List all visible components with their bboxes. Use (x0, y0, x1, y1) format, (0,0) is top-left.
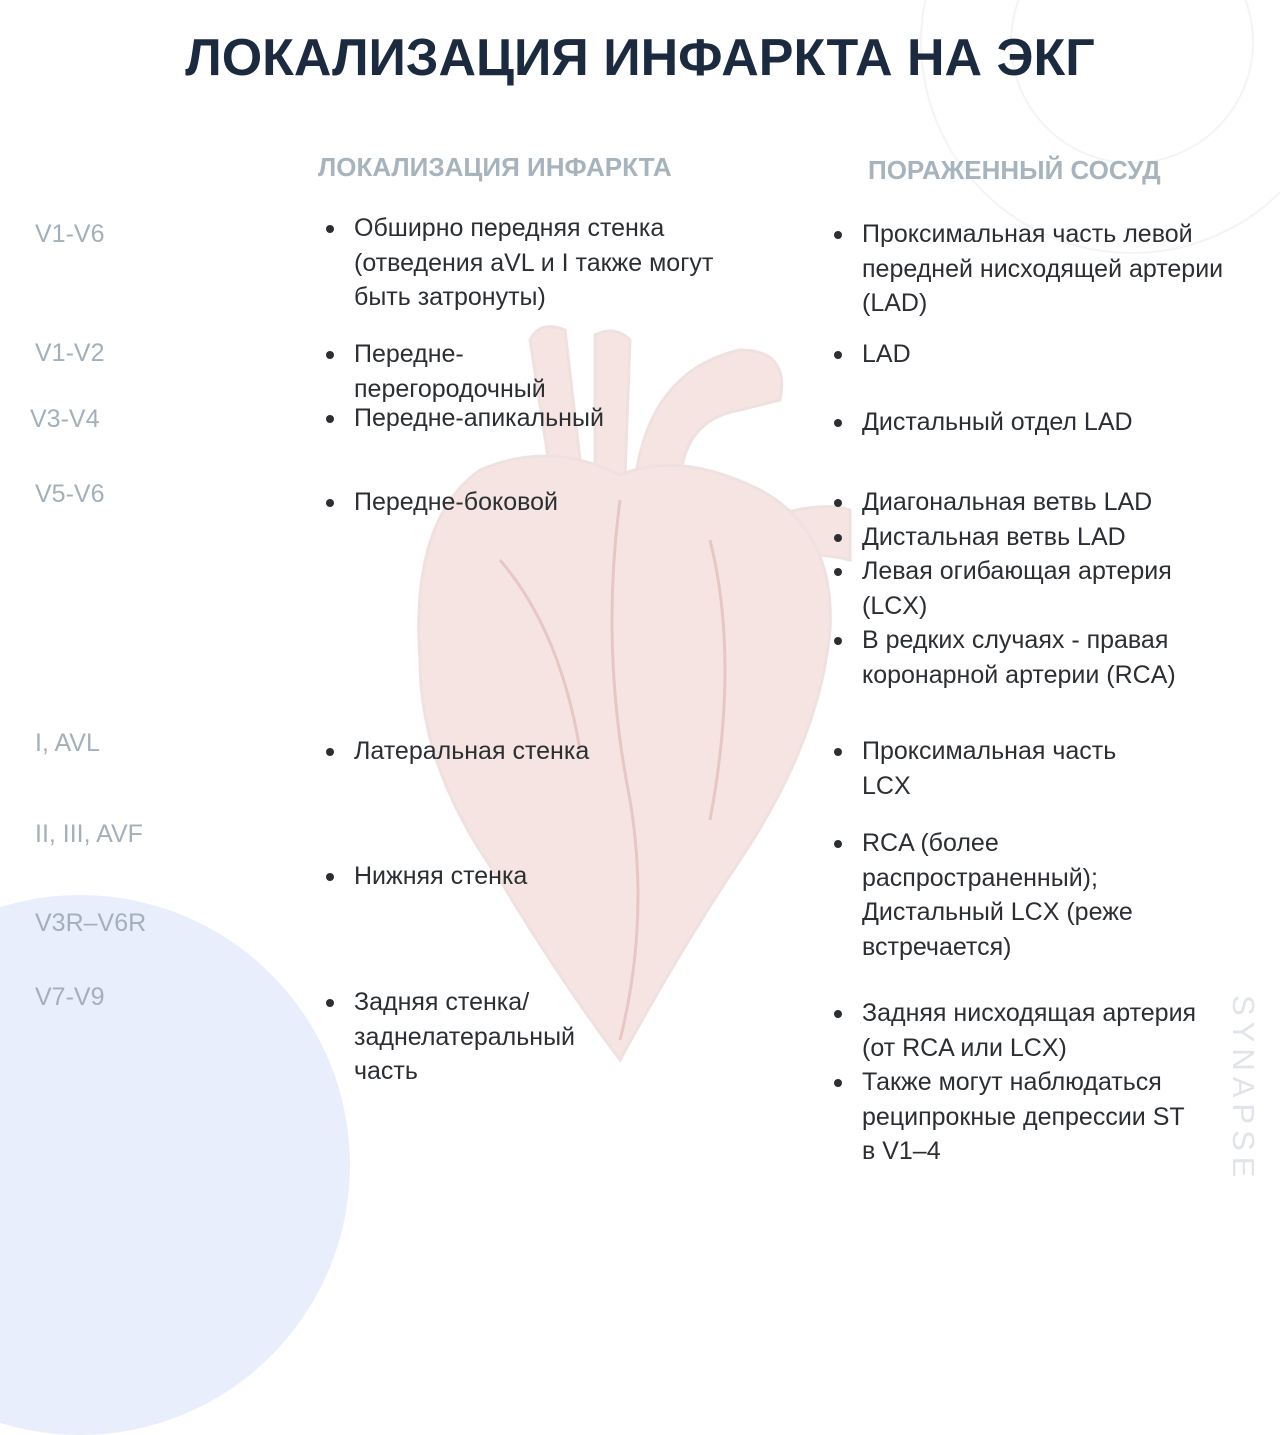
lead-label: I, AVL (35, 729, 100, 757)
localization-list (326, 337, 596, 406)
vessel-list (834, 405, 1229, 440)
lead-label: V5-V6 (35, 480, 105, 508)
column-header-localization: ЛОКАЛИЗАЦИЯ ИНФАРКТА (318, 152, 672, 182)
localization-list (326, 485, 746, 520)
vessel-list (834, 217, 1229, 321)
list-item: Проксимальная часть LCX (834, 734, 1134, 803)
localization-list (326, 211, 766, 315)
list-item: Передне-боковой (326, 485, 746, 520)
lead-label: V1-V6 (35, 220, 105, 248)
lead-label: II, III, AVF (35, 820, 143, 848)
localization-list (326, 859, 746, 894)
brand-watermark: SYNAPSE (1226, 995, 1261, 1184)
localization-list (326, 985, 606, 1089)
list-item: Диагональная ветвь LAD (834, 485, 1229, 520)
list-item: Дистальная ветвь LAD (834, 520, 1229, 555)
vessel-list (834, 734, 1134, 803)
list-item: Задняя нисходящая артерия (от RCA или LCX) (834, 996, 1204, 1065)
list-item: RCA (более распространенный); Дистальный LCX (реже встречается) (834, 826, 1144, 964)
lead-label: V1-V2 (35, 339, 105, 367)
lead-label: V7-V9 (35, 983, 105, 1011)
list-item: Обширно передняя стенка (отведения aVL и I также могут быть затронуты) (326, 211, 766, 315)
localization-list (326, 401, 746, 436)
list-item: Дистальный отдел LAD (834, 405, 1229, 440)
list-item: Нижняя стенка (326, 859, 746, 894)
localization-list (326, 734, 746, 769)
list-item: Передне-перегородочный (326, 337, 596, 406)
list-item: LAD (834, 337, 1229, 372)
list-item: Левая огибающая артерия (LCX) (834, 554, 1229, 623)
list-item: Задняя стенка/ заднелатеральный часть (326, 985, 606, 1089)
decorative-circle (0, 895, 350, 1435)
lead-label: V3-V4 (30, 405, 100, 433)
vessel-list (834, 826, 1144, 964)
vessel-list (834, 996, 1204, 1169)
vessel-list (834, 337, 1229, 372)
lead-label: V3R–V6R (35, 909, 147, 937)
list-item: Также могут наблюдаться реципрокные депрессии ST в V1–4 (834, 1065, 1204, 1169)
list-item: В редких случаях - правая коронарной артерии (RCA) (834, 623, 1229, 692)
column-header-vessel: ПОРАЖЕННЫЙ СОСУД (868, 155, 1161, 185)
list-item: Латеральная стенка (326, 734, 746, 769)
vessel-list (834, 485, 1229, 692)
list-item: Проксимальная часть левой передней нисходящей артерии (LAD) (834, 217, 1229, 321)
page-title: ЛОКАЛИЗАЦИЯ ИНФАРКТА НА ЭКГ (185, 29, 1095, 87)
list-item: Передне-апикальный (326, 401, 746, 436)
